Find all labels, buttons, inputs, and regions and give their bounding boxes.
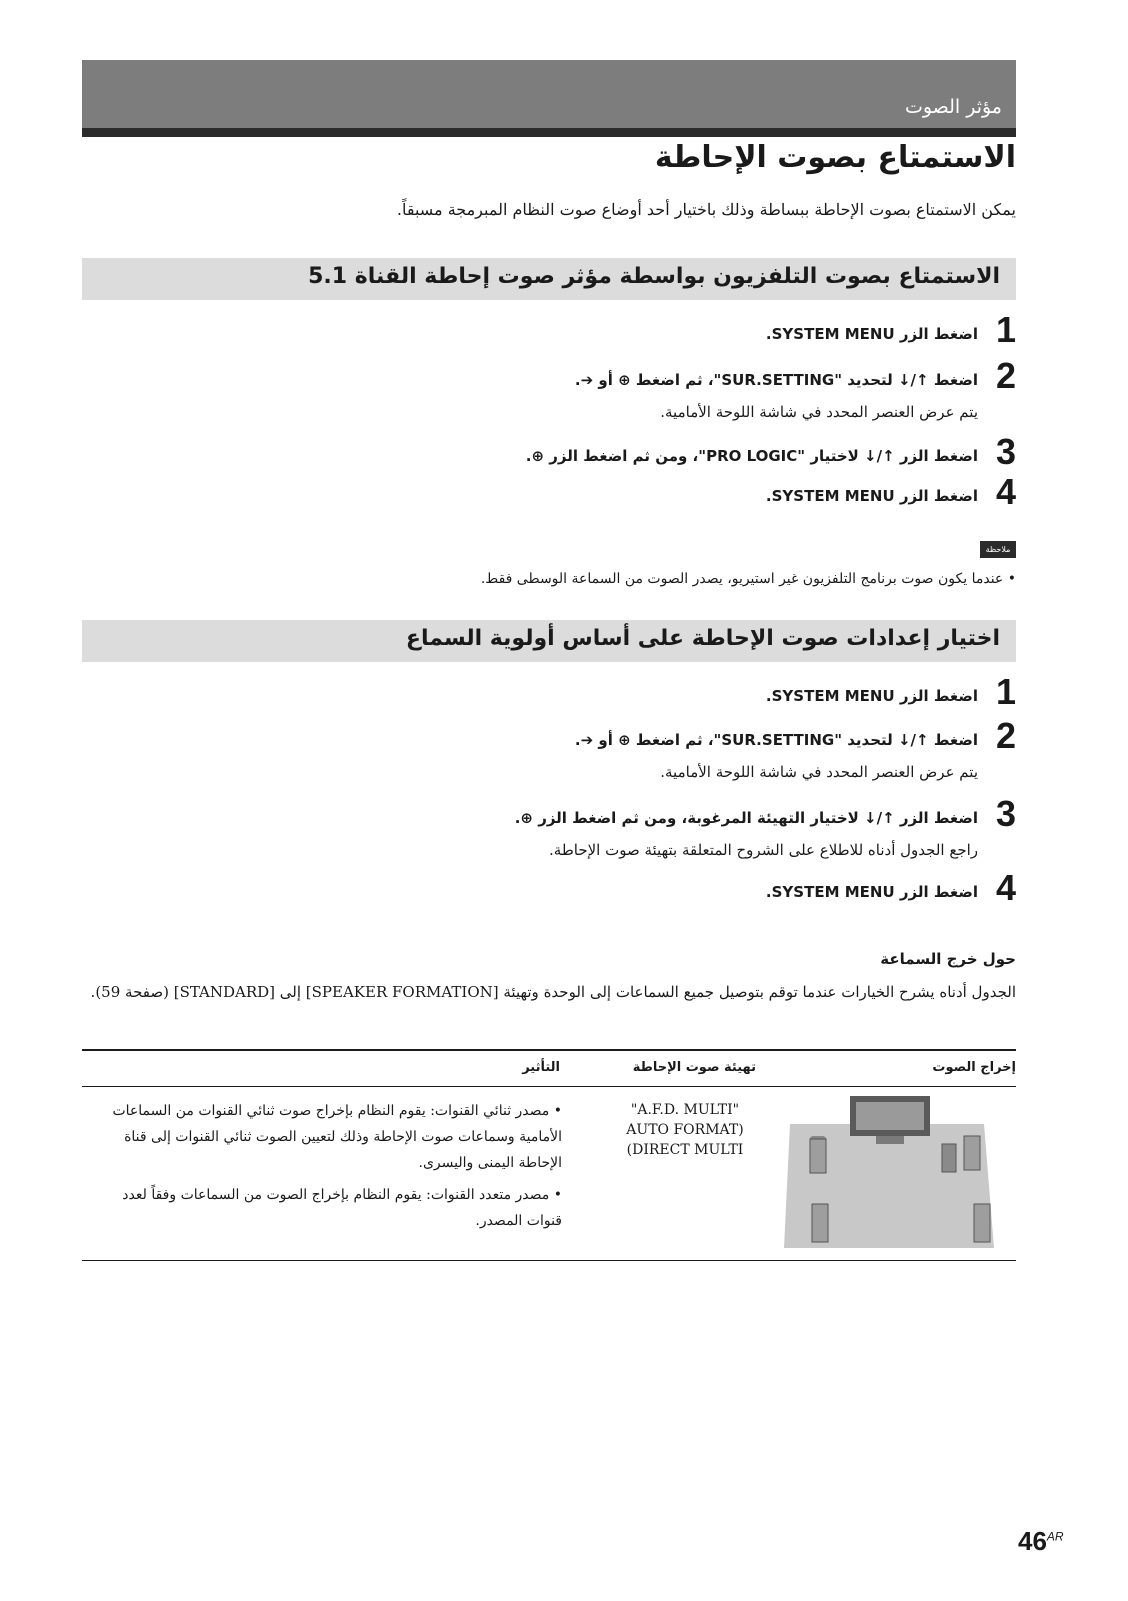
rear-right-speaker-icon	[974, 1204, 990, 1242]
section-bar-tv-surround	[82, 258, 1016, 300]
mode-line: (DIRECT MULTI	[626, 1142, 744, 1158]
table-header-output: إخراج الصوت	[932, 1060, 1016, 1075]
effect-item: • مصدر متعدد القنوات: يقوم النظام بإخراج الصوت من السماعات وفقاً لعدد قنوات المصدر.	[122, 1187, 562, 1229]
step-number: 4	[995, 867, 1016, 908]
step-subtext: يتم عرض العنصر المحدد في شاشة اللوحة الأمامية.	[660, 403, 978, 421]
mode-line: AUTO FORMAT)	[626, 1122, 744, 1138]
step-number: 1	[995, 671, 1016, 712]
surround-mode-list	[610, 1100, 760, 1160]
tv-screen	[856, 1102, 924, 1130]
speaker-output-heading: حول خرج السماعة	[880, 950, 1016, 968]
table-rule-top	[82, 1049, 1016, 1051]
step-text: اضغط الزر SYSTEM MENU.	[765, 487, 978, 505]
step-text: اضغط الزر SYSTEM MENU.	[765, 687, 978, 705]
step-text: اضغط الزر SYSTEM MENU.	[765, 325, 978, 343]
page-number-value: 46	[1018, 1526, 1047, 1556]
step-subtext: يتم عرض العنصر المحدد في شاشة اللوحة الأمامية.	[660, 763, 978, 781]
step-number: 3	[995, 793, 1016, 834]
tv-stand	[876, 1136, 904, 1144]
page-title: الاستمتاع بصوت الإحاطة	[654, 140, 1016, 175]
step-number: 3	[995, 431, 1016, 472]
step-text: اضغط الزر ↑/↓ لاختيار التهيئة المرغوبة، ومن ثم اضغط الزر ⊕.	[514, 809, 978, 827]
rear-left-speaker-icon	[812, 1204, 828, 1242]
speaker-output-body: الجدول أدناه يشرح الخيارات عندما توقم بتوصيل جميع السماعات إلى الوحدة وتهيئة [SPEAKER FORMATION] إلى [STANDARD] (صفحة 59).	[90, 983, 1016, 1001]
table-rule-mid	[82, 1086, 1016, 1087]
table-header-effect: التأثير	[522, 1060, 560, 1075]
header-band	[82, 60, 1016, 128]
intro-paragraph: يمكن الاستمتاع بصوت الإحاطة ببساطة وذلك باختيار أحد أوضاع صوت النظام المبرمجة مسبقاً.	[396, 200, 1016, 219]
front-left-speaker-icon	[810, 1139, 826, 1173]
step-number: 2	[995, 715, 1016, 756]
table-header-config: تهيئة صوت الإحاطة	[632, 1060, 756, 1075]
step-number: 2	[995, 355, 1016, 396]
page-number	[1018, 1526, 1064, 1557]
step-text: اضغط الزر ↑/↓ لاختيار "PRO LOGIC"، ومن ثم اضغط الزر ⊕.	[525, 447, 978, 465]
section-bar-surround-settings	[82, 620, 1016, 662]
header-rule	[82, 128, 1016, 137]
step-text: اضغط الزر SYSTEM MENU.	[765, 883, 978, 901]
effect-item: • مصدر ثنائي القنوات: يقوم النظام بإخراج صوت ثنائي القنوات من السماعات الأمامية وسماعات صوت الإحاطة وذلك لتعيين الصوت ثنائي القنوات إلى قناة الإحاطة اليمنى واليسرى.	[112, 1103, 562, 1171]
front-right-speaker-icon	[964, 1136, 980, 1170]
section-title: اختيار إعدادات صوت الإحاطة على أساس أولوية السماع	[405, 626, 1000, 651]
mode-line: "A.F.D. MULTI"	[630, 1102, 740, 1118]
step-subtext: راجع الجدول أدناه للاطلاع على الشروح المتعلقة بتهيئة صوت الإحاطة.	[549, 841, 978, 859]
note-text: • عندما يكون صوت برنامج التلفزيون غير استيريو، يصدر الصوت من السماعة الوسطى فقط.	[480, 571, 1016, 587]
step-number: 4	[995, 471, 1016, 512]
effect-list	[90, 1098, 562, 1240]
table-rule-bottom	[82, 1260, 1016, 1261]
center-speaker-icon	[942, 1144, 956, 1172]
note-tag: ملاحظة	[980, 541, 1016, 558]
page-number-suffix: AR	[1046, 1529, 1064, 1544]
step-text: اضغط ↑/↓ لتحديد "SUR.SETTING"، ثم اضغط ⊕ أو ➔.	[574, 371, 978, 389]
speaker-layout-diagram	[778, 1096, 996, 1250]
step-number: 1	[995, 309, 1016, 350]
step-text: اضغط ↑/↓ لتحديد "SUR.SETTING"، ثم اضغط ⊕ أو ➔.	[574, 731, 978, 749]
section-header-label: مؤثر الصوت	[904, 96, 1002, 118]
section-title: الاستمتاع بصوت التلفزيون بواسطة مؤثر صوت إحاطة القناة 5.1	[308, 264, 1000, 289]
